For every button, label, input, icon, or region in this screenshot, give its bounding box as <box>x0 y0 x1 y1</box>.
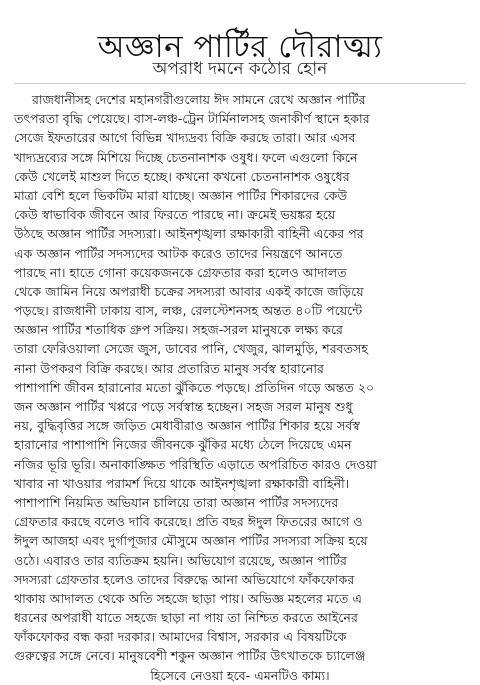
article-line: উঠছে অজ্ঞান পার্টির সদস্যরা। আইনশৃঙ্খলা রক্ষাকারী বাহিনী একের পর <box>14 226 364 242</box>
article-line: হারানোর পাশাপাশি নিজের জীবনকে ঝুঁকির মধ্যে ঠেলে দিয়েছে এমন <box>14 437 352 453</box>
article-line: গ্রেফতার করছে বলেও দাবি করেছে। প্রতি বছর ঈদুল ফিতরের আগে ও <box>14 514 363 530</box>
article-line: পড়ছে। রাজধানী ঢাকায় বাস, লঞ্চ, রেলস্টেশনসহ অন্তত ৪০টি পয়েন্টে <box>14 303 363 319</box>
article-line: ঈদুল আজহা এবং দুর্গাপূজার মৌসুমে অজ্ঞান পার্টির সদস্যরা সক্রিয় হয়ে <box>14 533 368 549</box>
article-line: কেউ স্বাভাবিক জীবনে আর ফিরতে পারছে না। ক্রমেই ভয়ঙ্কর হয়ে <box>14 207 336 223</box>
article-line: তারা ফেরিওয়ালা সেজে জুস, ডাবের পানি, খেজুর, ঝালমুড়ি, শরবতসহ <box>14 341 369 357</box>
article-line: খাদ্যদ্রব্যের সঙ্গে মিশিয়ে দিচ্ছে চেতনানাশক ওষুধ। ফলে এগুলো কিনে <box>14 149 358 165</box>
article-line: অজ্ঞান পার্টির শতাধিক গ্রুপ সক্রিয়। সহজ-সরল মানুষকে লক্ষ্য করে <box>14 322 343 338</box>
article-line: খাবার না খাওয়ার পরামর্শ দিয়ে থাকে আইনশৃঙ্খলা রক্ষাকারী বাহিনী। <box>14 475 350 491</box>
article-line: নজির ভূরি ভূরি। অনাকাঙ্ক্ষিত পরিস্থিতি এড়াতে অপরিচিত কারও দেওয়া <box>14 456 377 472</box>
article-line: নানা উপকরণ বিক্রি করছে। আর প্রতারিত মানুষ সর্বস্ব হারানোর <box>14 360 324 376</box>
article-line: জন অজ্ঞান পার্টির খপ্পরে পড়ে সর্বস্বান্ত হচ্ছেন। সহজ সরল মানুষ শুধু <box>14 399 353 414</box>
article-line: রাজধানীসহ দেশের মহানগরীগুলোয় ঈদ সামনে রেখে অজ্ঞান পার্টির <box>32 92 366 107</box>
article-line: এক অজ্ঞান পার্টির সদস্যদের আটক করেও তাদের নিয়ন্ত্রণে আনতে <box>14 245 343 261</box>
article-line: কেউ খেলেই মাশুল দিতে হচ্ছে। কখনো কখনো চেতনানাশক ওষুধের <box>14 168 350 184</box>
article-line: ফাঁকফোকর বন্ধ করা দরকার। আমাদের বিশ্বাস, সরকার এ বিষয়টিকে <box>14 629 347 645</box>
article-line: নয়, বুদ্ধিবৃত্তির সঙ্গে জড়িত মেধাবীরাও অজ্ঞান পার্টির শিকার হয়ে সর্বস্ব <box>14 418 360 434</box>
headline: অজ্ঞান পার্টির দৌরাত্ম্য <box>97 28 383 65</box>
article-line: গুরুত্বের সঙ্গে নেবে। মানুষবেশী শকুন অজ্ঞান পার্টির উৎখাতকে চ্যালেঞ্জ <box>14 648 366 664</box>
article-line: পারছে না। হাতে গোনা কয়েকজনকে গ্রেফতার করা হলেও আদালত <box>14 264 347 280</box>
article-line: মাত্রা বেশি হলে ভিকটিম মারা যাচ্ছে। অজ্ঞান পার্টির শিকারদের কেউ <box>14 187 348 203</box>
article-line: সদস্যরা গ্রেফতার হলেও তাদের বিরুদ্ধে আনা অভিযোগে ফাঁকফোকর <box>14 571 355 587</box>
divider <box>14 83 466 84</box>
article-line: হিসেবে নেওয়া হবে- এমনটিও কাম্য। <box>150 667 330 683</box>
article-line: ওঠে। এবারও তার ব্যতিক্রম হয়নি। অভিযোগ রয়েছে, অজ্ঞান পার্টির <box>14 552 347 568</box>
article-line: থেকে জামিন নিয়ে অপরাধী চক্রের সদস্যরা আবার একই কাজে জড়িয়ে <box>14 283 364 299</box>
article-line: সেজে ইফতারের আগে বিভিন্ন খাদ্যদ্রব্য বিক্রি করছে তারা। আর এসব <box>14 130 356 146</box>
article-line: থাকায় আদালত থেকে অতি সহজে ছাড়া পায়। অভিজ্ঞ মহলের মতে এ <box>14 590 362 606</box>
article-body <box>14 90 466 683</box>
article-line: তৎপরতা বৃদ্ধি পেয়েছে। বাস-লঞ্চ-ট্রেন টার্মিনালসহ জনাকীর্ণ স্থানে হকার <box>14 111 370 127</box>
article-line: ধরনের অপরাধী যাতে সহজে ছাড়া না পায় তা নিশ্চিত করতে আইনের <box>14 610 358 626</box>
article-line: পাশাপাশি নিয়মিত অভিযান চালিয়ে তারা অজ্ঞান পার্টির সদস্যদের <box>14 494 339 510</box>
article-line: পাশাপাশি জীবন হারানোর মতো ঝুঁকিতে পড়ছে। প্রতিদিন গড়ে অন্তত ২০ <box>14 379 375 395</box>
subheadline: অপরাধ দমনে কঠোর হোন <box>152 59 328 79</box>
